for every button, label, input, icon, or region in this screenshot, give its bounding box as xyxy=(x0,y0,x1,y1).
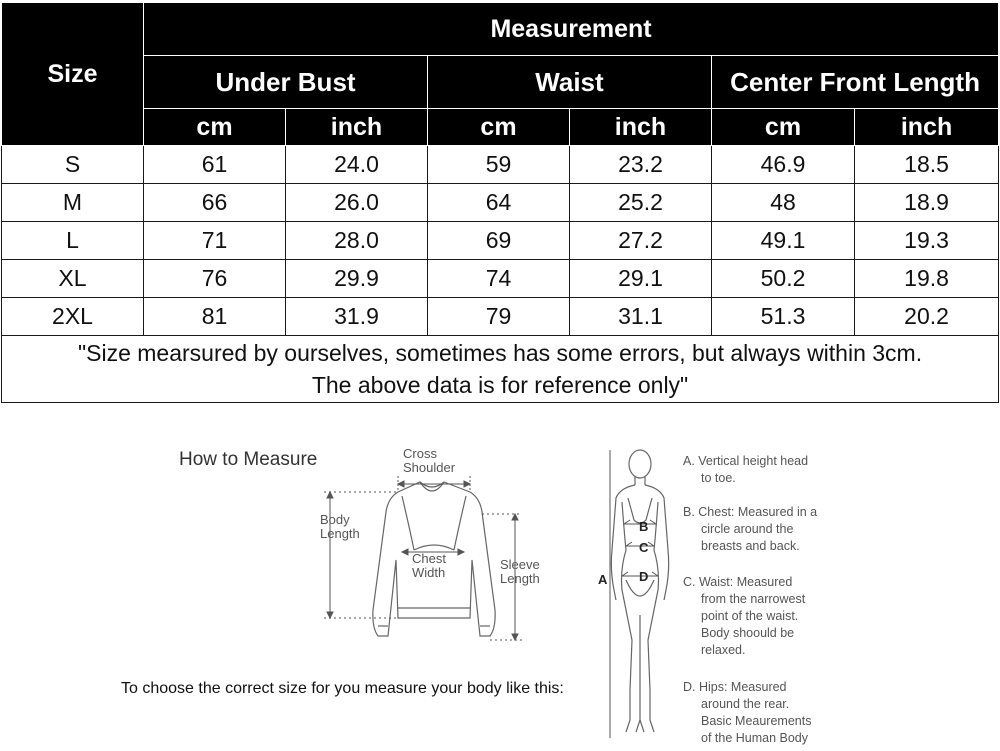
legend-item-a xyxy=(683,453,808,487)
legend-line: Body shoould be xyxy=(701,626,795,640)
legend-line: breasts and back. xyxy=(701,539,800,553)
table-cell: 81 xyxy=(144,298,286,336)
size-cell: S xyxy=(2,146,144,184)
chest-width-label xyxy=(412,552,446,580)
size-header: Size xyxy=(2,3,144,146)
legend-line: point of the waist. xyxy=(701,609,799,623)
size-cell: M xyxy=(2,184,144,222)
legend-line: B. Chest: Measured in a xyxy=(683,505,818,519)
table-row xyxy=(2,146,999,184)
table-cell: 76 xyxy=(144,260,286,298)
unit-header: inch xyxy=(570,109,712,146)
unit-header: cm xyxy=(712,109,855,146)
chest-width-label-line: Width xyxy=(412,565,446,580)
center-front-length-header: Center Front Length xyxy=(712,56,999,109)
table-cell: 59 xyxy=(428,146,570,184)
waist-header: Waist xyxy=(428,56,712,109)
legend-line: of the Human Body xyxy=(701,731,809,745)
legend-item-c xyxy=(683,574,805,659)
legend-line: to toe. xyxy=(701,471,736,485)
size-note-line-2: The above data is for reference only" xyxy=(311,372,689,398)
legend-line: D. Hips: Measured xyxy=(683,680,787,694)
sleeve-length-label-line: Length xyxy=(500,571,540,586)
legend-line: Basic Meaurements xyxy=(701,714,812,728)
table-row xyxy=(2,260,999,298)
size-chart-table xyxy=(1,2,999,403)
size-cell: 2XL xyxy=(2,298,144,336)
measurement-header: Measurement xyxy=(144,3,999,56)
table-row xyxy=(2,298,999,336)
table-cell: 19.3 xyxy=(855,222,999,260)
table-cell: 61 xyxy=(144,146,286,184)
table-cell: 26.0 xyxy=(286,184,428,222)
table-cell: 79 xyxy=(428,298,570,336)
table-cell: 18.5 xyxy=(855,146,999,184)
table-cell: 49.1 xyxy=(712,222,855,260)
legend-line: around the rear. xyxy=(701,697,790,711)
table-cell: 46.9 xyxy=(712,146,855,184)
body-letter-c: C xyxy=(639,540,649,555)
table-cell: 20.2 xyxy=(855,298,999,336)
table-cell: 28.0 xyxy=(286,222,428,260)
table-cell: 71 xyxy=(144,222,286,260)
body-length-label-line: Body xyxy=(320,512,350,527)
table-cell: 18.9 xyxy=(855,184,999,222)
legend-line: relaxed. xyxy=(701,643,746,657)
legend-line: C. Waist: Measured xyxy=(683,575,793,589)
measure-instruction: To choose the correct size for you measure your body like this: xyxy=(121,680,564,697)
chest-width-label-line: Chest xyxy=(412,551,446,566)
body-letter-b: B xyxy=(639,519,649,534)
table-cell: 48 xyxy=(712,184,855,222)
unit-header: cm xyxy=(144,109,286,146)
table-cell: 31.1 xyxy=(570,298,712,336)
table-cell: 29.9 xyxy=(286,260,428,298)
sleeve-length-label xyxy=(500,558,540,586)
legend-item-d xyxy=(683,679,811,747)
cross-shoulder-label-line: Shoulder xyxy=(403,460,456,475)
table-row xyxy=(2,184,999,222)
legend-line: from the narrowest xyxy=(701,592,806,606)
table-cell: 74 xyxy=(428,260,570,298)
table-cell: 51.3 xyxy=(712,298,855,336)
size-note xyxy=(2,336,999,403)
legend-item-b xyxy=(683,504,817,555)
cross-shoulder-label xyxy=(403,447,455,475)
table-cell: 64 xyxy=(428,184,570,222)
sleeve-length-label-line: Sleeve xyxy=(500,557,540,572)
table-cell: 50.2 xyxy=(712,260,855,298)
table-cell: 24.0 xyxy=(286,146,428,184)
table-cell: 69 xyxy=(428,222,570,260)
legend-line: A. Vertical height head xyxy=(683,454,809,468)
human-body-icon xyxy=(590,440,670,745)
under-bust-header: Under Bust xyxy=(144,56,428,109)
legend-line: circle around the xyxy=(701,522,794,536)
table-row xyxy=(2,222,999,260)
table-cell: 19.8 xyxy=(855,260,999,298)
table-cell: 23.2 xyxy=(570,146,712,184)
table-cell: 31.9 xyxy=(286,298,428,336)
unit-header: cm xyxy=(428,109,570,146)
cross-shoulder-label-line: Cross xyxy=(403,446,437,461)
body-letter-a: A xyxy=(598,572,608,587)
table-cell: 27.2 xyxy=(570,222,712,260)
unit-header: inch xyxy=(855,109,999,146)
table-cell: 25.2 xyxy=(570,184,712,222)
body-length-label-line: Length xyxy=(320,526,360,541)
body-length-label xyxy=(320,513,360,541)
table-cell: 66 xyxy=(144,184,286,222)
unit-header: inch xyxy=(286,109,428,146)
size-cell: XL xyxy=(2,260,144,298)
how-to-measure-title: How to Measure xyxy=(179,449,318,470)
size-note-line-1: "Size mearsured by ourselves, sometimes has some errors, but always within 3cm. xyxy=(77,340,923,366)
table-cell: 29.1 xyxy=(570,260,712,298)
body-letter-d: D xyxy=(639,569,649,584)
size-cell: L xyxy=(2,222,144,260)
